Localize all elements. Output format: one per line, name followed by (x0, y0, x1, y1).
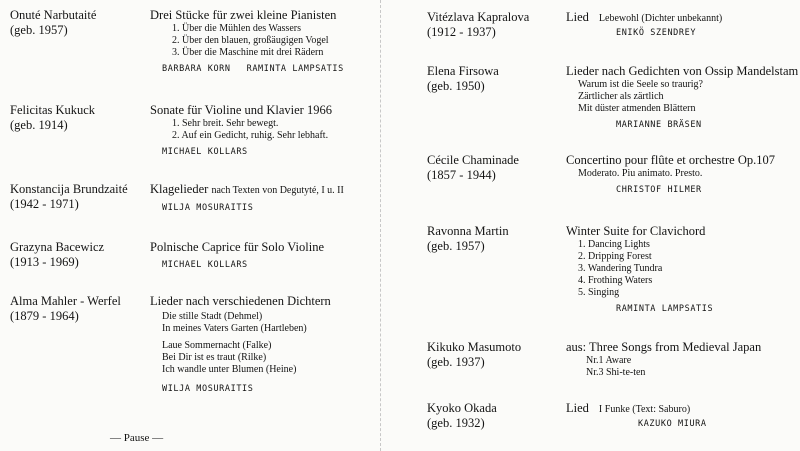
composer-dates: (geb. 1937) (427, 355, 485, 369)
work-block (150, 103, 332, 158)
work-title (566, 401, 707, 417)
work-title-lead: Lied (566, 401, 589, 415)
work-title-opus: Op.107 (737, 153, 775, 167)
work-block (566, 401, 707, 430)
song-item: Nr.3 Shi-te-ten (586, 367, 646, 378)
performer-name: MARIANNE BRÄSEN (616, 120, 702, 130)
work-title (566, 10, 722, 26)
work-title-lead: Lied (566, 10, 589, 24)
composer-dates: (geb. 1932) (427, 416, 485, 430)
movement-item: 1. Über die Mühlen des Wassers (172, 23, 301, 34)
composer-block (427, 224, 509, 254)
composer-block (427, 64, 499, 94)
work-title-main: Klagelieder (150, 182, 209, 196)
composer-block (10, 240, 104, 270)
performer-name: MICHAEL KOLLARS (162, 147, 248, 157)
song-item: Mit düster atmenden Blättern (578, 103, 696, 114)
work-title: Lieder nach verschiedenen Dichtern (150, 294, 331, 308)
composer-name: Vitézlava Kapralova (427, 10, 530, 24)
song-item: Die stille Stadt (Dehmel) (162, 311, 263, 322)
movement-item: 1. Dancing Lights (578, 239, 650, 250)
performer-line (566, 304, 713, 315)
movement-item: 2. Über den blauen, großäugigen Vogel (172, 35, 329, 46)
song-item: In meines Vaters Garten (Hartleben) (162, 323, 307, 334)
song-item: Zärtlicher als zärtlich (578, 91, 664, 102)
work-block (566, 64, 798, 131)
page-fold-divider (380, 0, 381, 451)
performer-name: MICHAEL KOLLARS (162, 260, 248, 270)
composer-block (427, 10, 529, 40)
composer-block (427, 401, 497, 431)
composer-block (10, 294, 121, 324)
composer-name: Ravonna Martin (427, 224, 509, 238)
performer-name: ENIKÖ SZENDREY (616, 28, 697, 38)
movement-item: 3. Wandering Tundra (578, 263, 663, 274)
performer-line (566, 419, 707, 430)
work-title: Lieder nach Gedichten von Ossip Mandelstam (566, 64, 799, 78)
performer-line (150, 384, 331, 395)
composer-dates: (1913 - 1969) (10, 255, 79, 269)
work-title: Sonate für Violine und Klavier 1966 (150, 103, 332, 117)
composer-name: Cécile Chaminade (427, 153, 519, 167)
right-page (400, 0, 800, 451)
work-title: Polnische Caprice für Solo Violine (150, 240, 324, 254)
work-block (566, 10, 722, 39)
performer-line (566, 28, 722, 39)
performer-name: WILJA MOSURAITIS (162, 203, 254, 213)
performer-line (150, 64, 344, 75)
work-block (566, 224, 713, 315)
performer-name: KAZUKO MIURA (638, 419, 707, 429)
performer-line (150, 203, 344, 214)
composer-dates: (geb. 1914) (10, 118, 68, 132)
performer-name: RAMINTA LAMPSATIS (616, 304, 714, 314)
performer-name: RAMINTA LAMPSATIS (246, 64, 344, 74)
song-item: Warum ist die Seele so traurig? (578, 79, 703, 90)
work-title: aus: Three Songs from Medieval Japan (566, 340, 762, 354)
work-title: Winter Suite for Clavichord (566, 224, 706, 238)
composer-block (10, 8, 96, 38)
composer-name: Felicitas Kukuck (10, 103, 96, 117)
composer-block (427, 340, 521, 370)
composer-name: Grazyna Bacewicz (10, 240, 105, 254)
composer-block (10, 103, 95, 133)
work-title: Drei Stücke für zwei kleine Pianisten (150, 8, 337, 22)
movement-item: 2. Dripping Forest (578, 251, 652, 262)
work-title-main: Concertino pour flûte et orchestre (566, 153, 735, 167)
work-block (150, 8, 344, 75)
work-block (150, 182, 344, 214)
tempo-line: Moderato. Piu animato. Presto. (578, 168, 703, 179)
song-item: Ich wandle unter Blumen (Heine) (162, 364, 297, 375)
work-title-note: nach Texten von Degutyté, I u. II (211, 185, 344, 196)
composer-name: Alma Mahler - Werfel (10, 294, 121, 308)
performer-line (566, 120, 798, 131)
song-item: Nr.1 Aware (586, 355, 632, 366)
composer-dates: (1857 - 1944) (427, 168, 496, 182)
composer-dates: (geb. 1957) (10, 23, 68, 37)
work-title (150, 182, 344, 198)
composer-name: Kyoko Okada (427, 401, 497, 415)
work-block (150, 240, 324, 271)
song-item: Bei Dir ist es traut (Rilke) (162, 352, 267, 363)
composer-block (427, 153, 519, 183)
work-block (566, 153, 775, 196)
composer-name: Kikuko Masumoto (427, 340, 522, 354)
composer-dates: (1912 - 1937) (427, 25, 496, 39)
performer-line (150, 147, 332, 158)
performer-name: BARBARA KORN (162, 64, 231, 74)
performer-name: WILJA MOSURAITIS (162, 384, 254, 394)
composer-name: Elena Firsowa (427, 64, 499, 78)
composer-block (10, 182, 128, 212)
composer-dates: (1942 - 1971) (10, 197, 79, 211)
composer-dates: (geb. 1950) (427, 79, 485, 93)
work-title-note: I Funke (Text: Saburo) (598, 404, 691, 415)
movement-item: 5. Singing (578, 287, 620, 298)
movement-item: 2. Auf ein Gedicht, ruhig. Sehr lebhaft. (172, 130, 329, 141)
work-title-note: Lebewohl (Dichter unbekannt) (598, 13, 723, 24)
composer-name: Konstancija Brundzaité (10, 182, 128, 196)
movement-item: 4. Frothing Waters (578, 275, 653, 286)
pause-label: — Pause — (110, 432, 164, 444)
work-block (566, 340, 761, 379)
movement-item: 1. Sehr breit. Sehr bewegt. (172, 118, 279, 129)
performer-line (150, 260, 324, 271)
song-item: Laue Sommernacht (Falke) (162, 340, 272, 351)
performer-name: CHRISTOF HILMER (616, 185, 702, 195)
composer-dates: (geb. 1957) (427, 239, 485, 253)
performer-line (566, 185, 775, 196)
work-block (150, 294, 331, 395)
composer-name: Onuté Narbutaité (10, 8, 97, 22)
work-title (566, 153, 775, 168)
movement-item: 3. Über die Maschine mit drei Rädern (172, 47, 324, 58)
composer-dates: (1879 - 1964) (10, 309, 79, 323)
